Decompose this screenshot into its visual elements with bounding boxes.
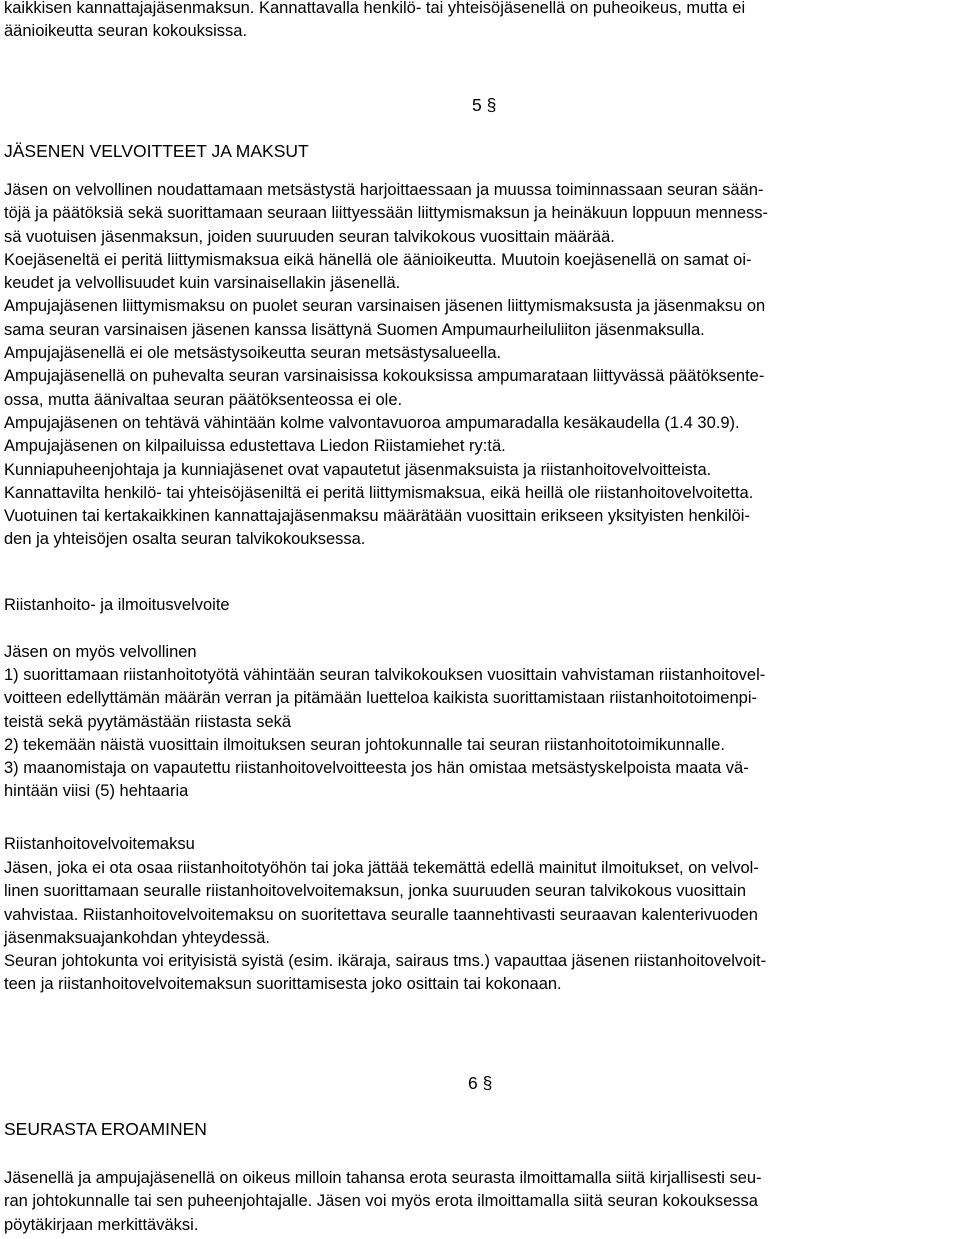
text-line: 1) suorittamaan riistanhoitotyötä vähintään seuran talvikokouksen vuosittain vahvistaman riistanhoitovel- [4,666,766,684]
text-line: sama seuran varsinaisen jäsenen kanssa lisättynä Suomen Ampumaurheiluliiton jäsenmaksulla. [4,320,705,339]
text-line: Koejäseneltä ei peritä liittymismaksua eikä hänellä ole äänioikeutta. Muutoin koejäsenellä on samat oi- [4,250,752,269]
subheading-riistanhoito: Riistanhoito- ja ilmoitusvelvoite [4,596,230,614]
text-line: keudet ja velvollisuudet kuin varsinaisellakin jäsenellä. [4,274,401,293]
section-number: 5 § [472,95,497,115]
text-line: äänioikeutta seuran kokouksissa. [4,22,248,41]
text-line: hintään viisi (5) hehtaaria [4,782,189,801]
text-line: Ampujajäsenellä ei ole metsästysoikeutta seuran metsästysalueella. [4,344,502,363]
text-line: Seuran johtokunta voi erityisistä syistä (esim. ikäraja, sairaus tms.) vapauttaa jäsenen riistanhoitovelvoit- [4,952,767,971]
text-line: kaikkisen kannattajajäsenmaksun. Kannattavalla henkilö- tai yhteisöjäsenellä on puheoikeus, mutta ei [4,0,746,17]
text-line: pöytäkirjaan merkittäväksi. [4,1215,199,1234]
text-line: Vuotuinen tai kertakaikkinen kannattajajäsenmaksu määrätään vuosittain erikseen yksityisten henkilöi- [4,507,750,526]
section-heading: JÄSENEN VELVOITTEET JA MAKSUT [4,141,309,161]
text-line: jäsenmaksuajankohdan yhteydessä. [4,928,271,947]
text-line: teistä sekä pyytämästään riistasta sekä [4,712,292,731]
text-line: Jäsen on velvollinen noudattamaan metsästystä harjoittaessaan ja muussa toiminnassaan seuran sään- [4,181,764,199]
text-line: ossa, mutta äänivaltaa seuran päätöksenteossa ei ole. [4,390,403,409]
section-heading: SEURASTA EROAMINEN [4,1119,207,1139]
text-line: den ja yhteisöjen osalta seuran talvikokouksessa. [4,530,366,549]
text-line: Kannattavilta henkilö- tai yhteisöjäseniltä ei peritä liittymismaksua, eikä heillä ole riistanhoitovelvoitetta. [4,483,754,502]
obligations-list [4,664,765,804]
text-line: teen ja riistanhoitovelvoitemaksun suorittamisesta joko osittain tai kokonaan. [4,975,562,994]
text-line: 3) maanomistaja on vapautettu riistanhoitovelvoitteesta jos hän omistaa metsästyskelpoista maata vä- [4,759,749,778]
text-line: Ampujajäsenellä on puhevalta seuran varsinaisissa kokouksissa ampumarataan liittyvässä päätöksente- [4,367,765,386]
text-line: voitteen edellyttämän määrän verran ja pitämään luetteloa kaikista suorittamistaan riistanhoitotoimenpi- [4,689,757,708]
text-line: vahvistaa. Riistanhoitovelvoitemaksu on suoritettava seuralle taannehtivasti seuraavan kalenterivuoden [4,905,758,924]
text-line: 2) tekemään näistä vuosittain ilmoituksen seuran johtokunnalle tai seuran riistanhoitotoimikunnalle. [4,735,725,754]
text-line: Ampujajäsenen on tehtävä vähintään kolme valvontavuoroa ampumaradalla kesäkaudella (1.4 30.9). [4,413,740,432]
section-6-body [4,1167,762,1237]
text-line: Kunniapuheenjohtaja ja kunniajäsenet ovat vapautetut jäsenmaksuista ja riistanhoitovelvoitteista. [4,460,712,479]
text-line: ran johtokunnalle tai sen puheenjohtajalle. Jäsen voi myös erota ilmoittamalla siitä seuran kokouksessa [4,1192,758,1211]
text-line: Ampujajäsenen liittymismaksu on puolet seuran varsinaisen jäsenen liittymismaksusta ja jäsenmaksu on [4,297,766,316]
subheading-maksu: Riistanhoitovelvoitemaksu [4,835,195,853]
text-line: sä vuotuisen jäsenmaksun, joiden suuruuden seuran talvikokous vuosittain määrää. [4,227,615,246]
text-line: Jäsen, joka ei ota osaa riistanhoitotyöhön tai joka jättää tekemättä edellä mainitut ilmoitukset, on velvol- [4,859,759,877]
text-line: linen suorittamaan seuralle riistanhoitovelvoitemaksun, jonka suuruuden seuran talvikokous vuosittain [4,882,747,901]
obligation-intro: Jäsen on myös velvollinen [4,643,197,661]
text-line: Ampujajäsenen on kilpailuissa edustettava Liedon Riistamiehet ry:tä. [4,437,506,456]
text-line: töjä ja päätöksiä sekä suorittamaan seuraan liittyessään liittymismaksun ja heinäkuun loppuun menness- [4,204,769,223]
maksu-body [4,857,766,997]
section-5-body [4,179,768,552]
section-number: 6 § [468,1073,493,1093]
intro-paragraph [4,0,745,44]
text-line: Jäsenellä ja ampujajäsenellä on oikeus milloin tahansa erota seurasta ilmoittamalla siitä kirjallisesti seu- [4,1169,762,1187]
